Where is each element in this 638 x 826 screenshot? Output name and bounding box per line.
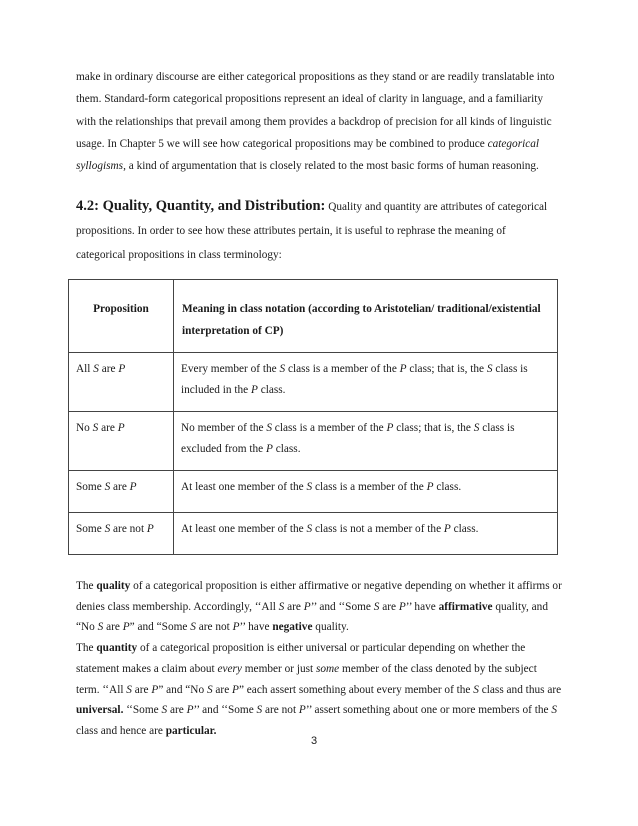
quality-paragraph: The quality of a categorical proposition is either affirmative or negative depending on whether it affirms or denies class membership. Accordingly, ‘‘All S are P’’ and ‘‘Some S are P’’ have affirmative quality, and “No S are P” and “Some S are not P’’ have negative quality. (76, 580, 562, 634)
proposition-cell: Some S are P (69, 471, 174, 513)
text: a kind of argumentation that is closely related to the most basic forms of human reasoning. (125, 160, 539, 173)
header-proposition: Proposition (69, 280, 174, 353)
text: with the relationships that prevail among them provides a backdrop of precision for all kinds of linguistic (76, 115, 552, 128)
meaning-cell: At least one member of the S class is not a member of the P class. (174, 513, 558, 555)
proposition-cell: No S are P (69, 412, 174, 471)
table-header-row (69, 280, 558, 353)
text: usage. In Chapter 5 we will see how categorical propositions may be combined to produce (76, 137, 488, 150)
italic-term: categorical (487, 137, 540, 150)
proposition-cell: All S are P (69, 353, 174, 412)
text: categorical propositions in class terminology: (76, 249, 282, 261)
text: make in ordinary discourse are either categorical propositions as they stand or are readily translatable into (76, 71, 555, 83)
page-number: 3 (311, 735, 318, 747)
categorical-propositions-table (68, 279, 558, 555)
table-row (69, 412, 558, 471)
table-row (69, 353, 558, 412)
section-heading: 4.2: Quality, Quantity, and Distribution: (76, 198, 326, 214)
text: Quality and quantity are attributes of categorical (325, 201, 548, 213)
text: interpretation of CP) (182, 325, 284, 337)
text: propositions. In order to see how these attributes pertain, it is useful to rephrase the meaning of (76, 225, 506, 237)
text: them. Standard-form categorical propositions represent an ideal of clarity in language, and a familiarity (76, 93, 544, 106)
section-paragraph (76, 194, 562, 267)
quality-quantity-section (76, 576, 562, 742)
proposition-cell: Some S are not P (69, 513, 174, 555)
table-row (69, 471, 558, 513)
italic-term: syllogisms, (76, 160, 126, 173)
meaning-cell: Every member of the S class is a member of the P class; that is, the S class is included in the P class. (174, 353, 558, 412)
intro-paragraph (76, 66, 562, 177)
header-meaning (174, 280, 558, 353)
table-row (69, 513, 558, 555)
quantity-paragraph: The quantity of a categorical proposition is either universal or particular depending on whether the statement makes a claim about every member or just some member of the class denoted by the subject term. ‘‘All S are P” and “No S are P” each assert something about every member of the S class and thus are universal. ‘‘Some S are P’’ and ‘‘Some S are not P’’ assert something about one or more members of the S class and hence are particular. (76, 642, 562, 737)
meaning-cell: No member of the S class is a member of the P class; that is, the S class is excluded from the P class. (174, 412, 558, 471)
meaning-cell: At least one member of the S class is a member of the P class. (174, 471, 558, 513)
text: Meaning in class notation (according to Aristotelian/ traditional/existential (182, 303, 541, 315)
